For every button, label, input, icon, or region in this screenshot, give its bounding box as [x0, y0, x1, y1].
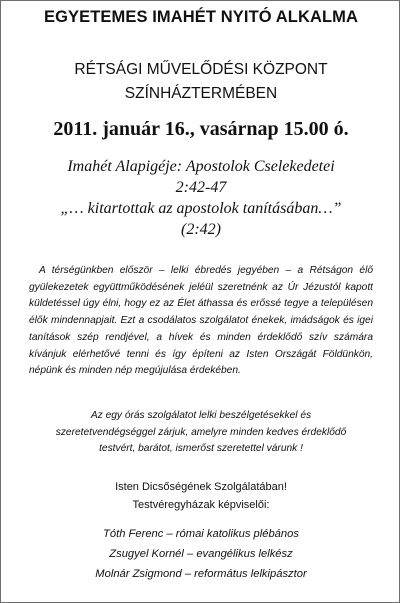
- description-paragraph: A térségünkben először – lelki ébredés jegyében – a Rétságon élő gyülekezetek együttműködésének jeléül szeretnénk az Úr Jézustól kapott küldetéssel úgy élni, hogy ez az Élet áthassa és erőssé tegye a településen élők mindennapjait. Ezt a csodálatos szolgálatot énekek, imádságok és igei tanítások szép rendjével, a hívek és minden érdeklődő szív számára kívánjuk elérhetővé tenni és így építeni az Isten Országát Földünkön, népünk és minden nép megújulása érdekében.: [29, 265, 373, 377]
- verse-quote: „… kitartottak az apostolok tanításában…”: [60, 200, 342, 217]
- venue-line: RÉTSÁGI MŰVELŐDÉSI KÖZPONT: [74, 61, 328, 78]
- invitation-paragraph: Az egy órás szolgálatot lelki beszélgetésekkel és szeretetvendégséggel zárjuk, amelyre minden kedves érdeklődő testvért, barátot, ismerőst szeretettel várunk !: [55, 410, 347, 455]
- representative-name: Tóth Ferenc – római katolikus plébános: [103, 528, 299, 540]
- representative-name: Zsugyel Kornél – evangélikus lelkész: [109, 548, 293, 560]
- verse-line: Imahét Alapigéje: Apostolok Cselekedetei: [67, 158, 335, 175]
- event-date: 2011. január 16., vasárnap 15.00 ó.: [53, 118, 349, 140]
- verse-line: 2:42-47: [175, 179, 227, 196]
- verse-line: (2:42): [181, 221, 221, 238]
- representative-name: Molnár Zsigmond – református lelkipásztor: [95, 568, 307, 580]
- event-title: EGYETEMES IMAHÉT NYITÓ ALKALMA: [43, 8, 359, 26]
- venue-line: SZÍNHÁZTERMÉBEN: [124, 85, 278, 102]
- signature-line: Testvéregyházak képviselői:: [132, 499, 270, 511]
- signature-line: Isten Dicsőségének Szolgálatában!: [115, 481, 287, 493]
